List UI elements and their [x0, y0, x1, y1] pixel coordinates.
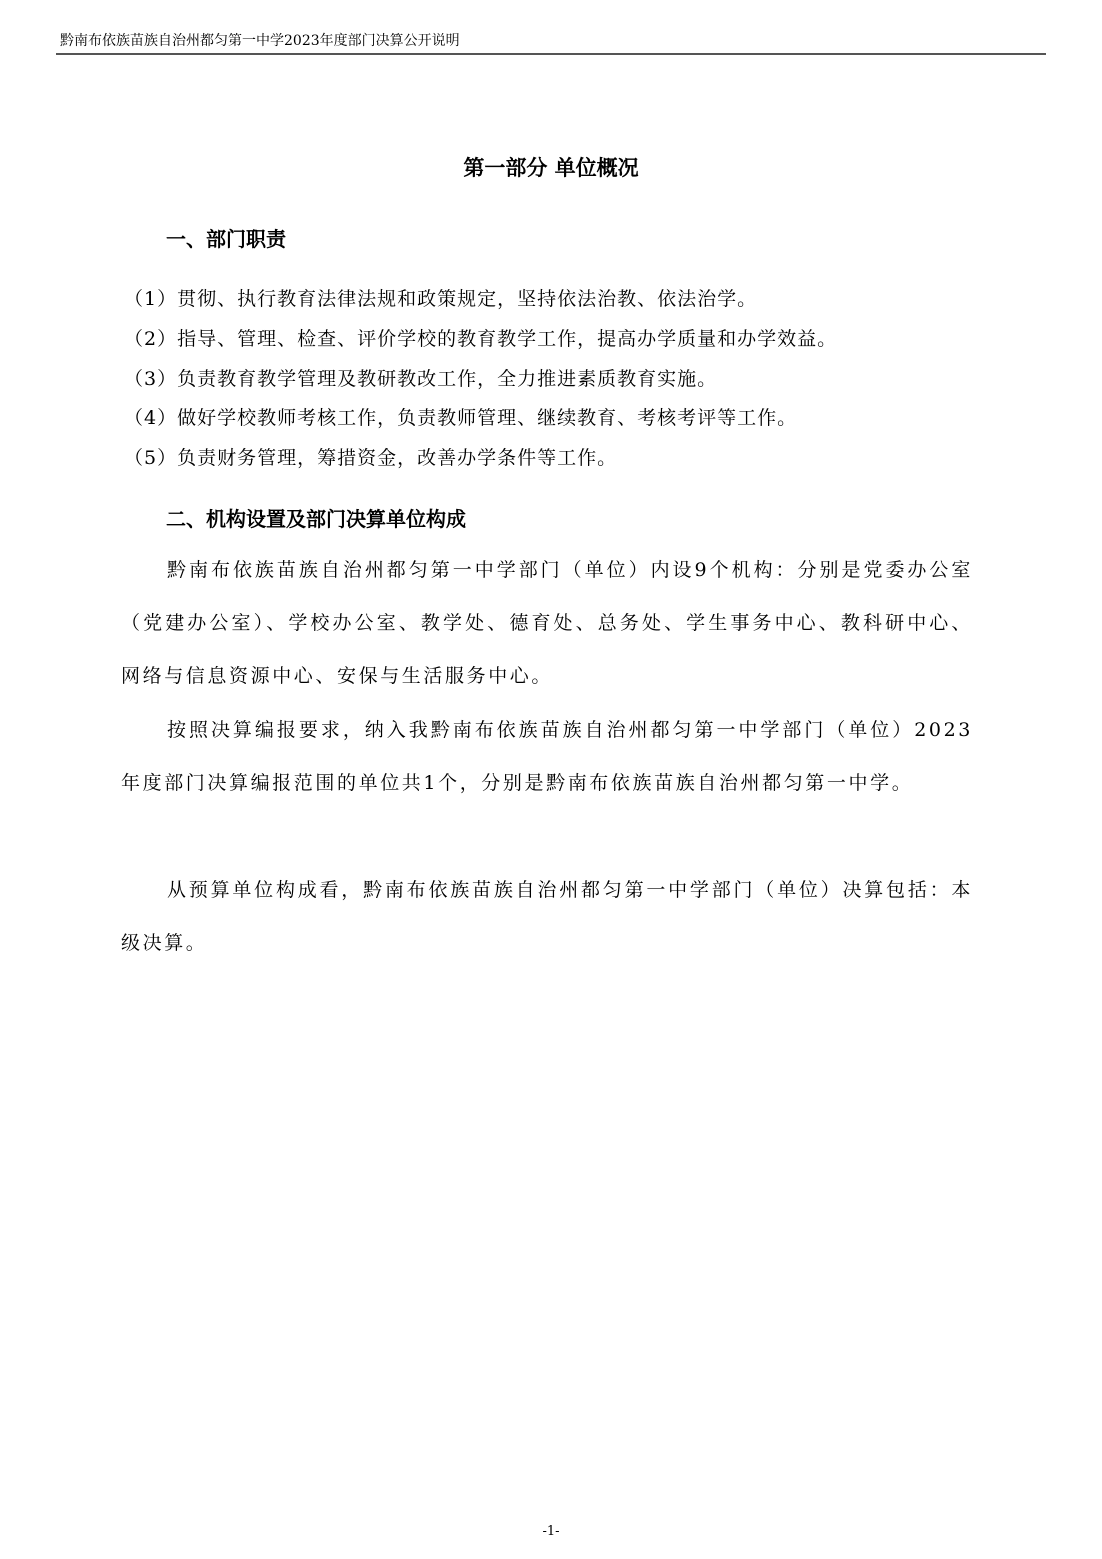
section-heading-duties: 一、部门职责: [166, 227, 286, 251]
running-header: 黔南布依族苗族自治州都匀第一中学2023年度部门决算公开说明: [60, 33, 460, 49]
duty-item: （3）负责教育教学管理及教研教改工作，全力推进素质教育实施。: [124, 368, 718, 390]
header-divider: [56, 53, 1046, 55]
body-paragraph: 从预算单位构成看，黔南布依族苗族自治州都匀第一中学部门（单位）决算包括：本级决算。: [121, 879, 973, 954]
duty-item: （5）负责财务管理，筹措资金，改善办学条件等工作。: [124, 447, 618, 469]
duty-item: （2）指导、管理、检查、评价学校的教育教学工作，提高办学质量和办学效益。: [124, 328, 838, 350]
body-paragraph: 按照决算编报要求，纳入我黔南布依族苗族自治州都匀第一中学部门（单位）2023年度部门决算编报范围的单位共1个，分别是黔南布依族苗族自治州都匀第一中学。: [121, 719, 973, 794]
page-number: -1-: [542, 1524, 560, 1539]
duty-item: （4）做好学校教师考核工作，负责教师管理、继续教育、考核考评等工作。: [124, 407, 798, 429]
body-paragraph: 黔南布依族苗族自治州都匀第一中学部门（单位）内设9个机构：分别是党委办公室（党建办公室）、学校办公室、教学处、德育处、总务处、学生事务中心、教科研中心、网络与信息资源中心、安保与生活服务中心。: [121, 559, 973, 687]
duty-item: （1）贯彻、执行教育法律法规和政策规定，坚持依法治教、依法治学。: [124, 288, 758, 310]
part-title: 第一部分 单位概况: [463, 156, 639, 180]
section-heading-organization: 二、机构设置及部门决算单位构成: [166, 507, 466, 531]
